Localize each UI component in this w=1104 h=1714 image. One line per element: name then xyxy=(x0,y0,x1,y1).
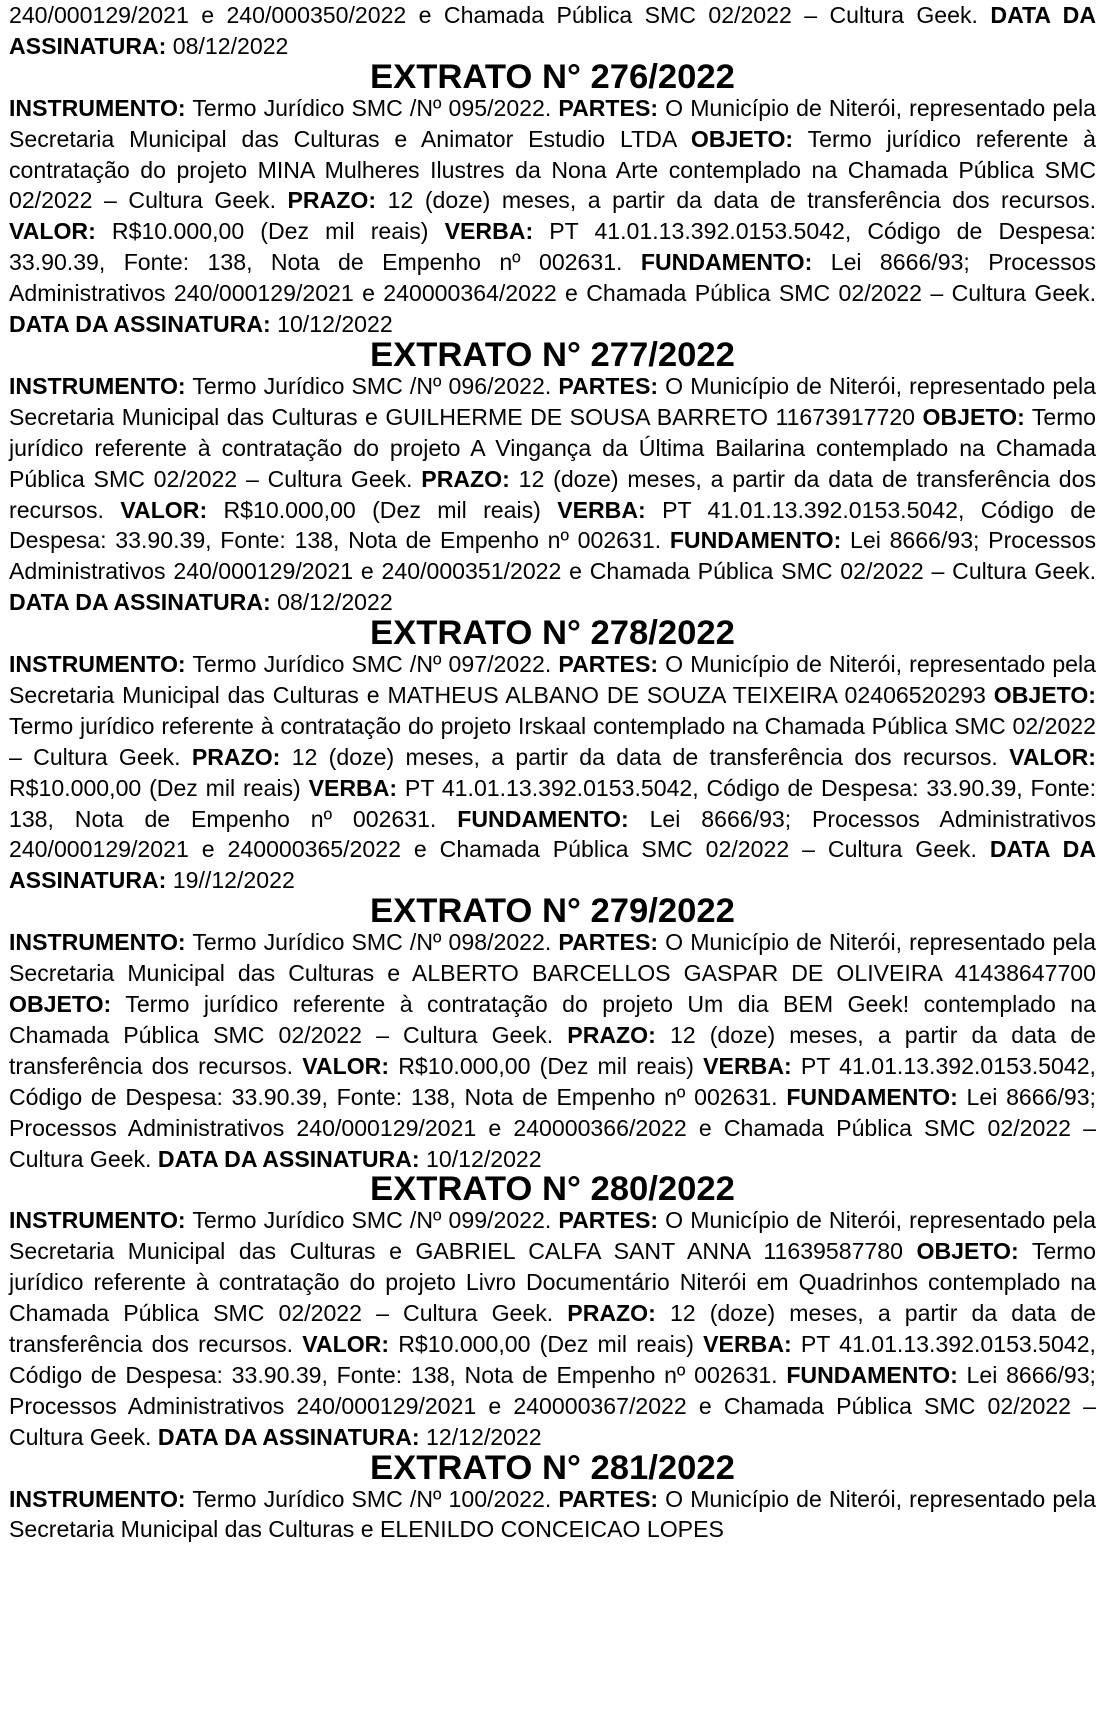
extrato-valor: R$10.000,00 (Dez mil reais) xyxy=(223,496,541,523)
label-instrumento: INSTRUMENTO: xyxy=(9,94,186,121)
label-instrumento: INSTRUMENTO: xyxy=(9,929,186,956)
extrato-prazo: 12 (doze) meses, a partir da data de transferência dos recursos. xyxy=(9,465,1096,523)
extrato-title: EXTRATO N° 281/2022 xyxy=(370,1448,735,1487)
label-verba: VERBA: xyxy=(703,1052,792,1079)
label-prazo: PRAZO: xyxy=(287,187,377,214)
extrato-data-assinatura: 08/12/2022 xyxy=(277,589,393,616)
extrato-valor: R$10.000,00 (Dez mil reais) xyxy=(9,774,301,801)
label-verba: VERBA: xyxy=(557,496,646,523)
fragment-text: 240/000129/2021 e 240/000350/2022 e Chamada Pública SMC 02/2022 – Cultura Geek. xyxy=(9,2,978,28)
extrato-data-assinatura: 12/12/2022 xyxy=(426,1423,542,1450)
label-data-assinatura: DATA DA ASSINATURA: xyxy=(9,589,271,616)
label-instrumento: INSTRUMENTO: xyxy=(9,1485,186,1512)
label-verba: VERBA: xyxy=(703,1330,792,1357)
extrato-prazo: 12 (doze) meses, a partir da data de transferência dos recursos. xyxy=(9,1021,1097,1079)
label-verba: VERBA: xyxy=(308,774,398,801)
extrato-data-assinatura: 19//12/2022 xyxy=(172,867,295,894)
label-objeto: OBJETO: xyxy=(993,681,1096,708)
label-valor: VALOR: xyxy=(120,496,208,523)
extrato-title: EXTRATO N° 279/2022 xyxy=(370,892,735,931)
label-fundamento: FUNDAMENTO: xyxy=(669,527,842,554)
label-valor: VALOR: xyxy=(302,1330,390,1357)
extrato-partes: O Município de Niterói, representado pela Secretaria Municipal das Culturas e MATHEUS ALBANO DE SOUZA TEIXEIRA 02406520293 xyxy=(9,651,1096,708)
extrato-prazo: 12 (doze) meses, a partir da data de transferência dos recursos. xyxy=(387,187,1097,214)
extrato-fundamento: Lei 8666/93; Processos Administrativos 240/000129/2021 e 240000367/2022 e Chamada Pública SMC 02/2022 – Cultura Geek. xyxy=(9,1361,1096,1450)
label-prazo: PRAZO: xyxy=(567,1300,656,1327)
extrato-fundamento: Lei 8666/93; Processos Administrativos 240/000129/2021 e 240000364/2022 e Chamada Pública SMC 02/2022 – Cultura Geek. xyxy=(9,249,1097,307)
label-fundamento: FUNDAMENTO: xyxy=(786,1361,958,1388)
label-fundamento: FUNDAMENTO: xyxy=(457,805,629,832)
extrato-valor: R$10.000,00 (Dez mil reais) xyxy=(398,1330,694,1357)
extrato-fundamento: Lei 8666/93; Processos Administrativos 240/000129/2021 e 240/000351/2022 e Chamada Pública SMC 02/2022 – Cultura Geek. xyxy=(9,527,1096,585)
extrato-verba: PT 41.01.13.392.0153.5042, Código de Despesa: 33.90.39, Fonte: 138, Nota de Empenho nº 002631. xyxy=(9,218,1097,276)
extrato-partes: O Município de Niterói, representado pela Secretaria Municipal das Culturas e GUILHERME DE SOUSA BARRETO 11673917720 xyxy=(9,372,1096,430)
extrato-instrumento: Termo Jurídico SMC /Nº 095/2022. xyxy=(192,94,552,121)
fragment-data-assinatura: 08/12/2022 xyxy=(172,32,289,59)
extrato-body xyxy=(9,1484,1096,1546)
label-prazo: PRAZO: xyxy=(567,1021,656,1048)
extrato-body xyxy=(9,93,1096,340)
extrato-data-assinatura: 10/12/2022 xyxy=(277,311,393,338)
extrato-valor: R$10.000,00 (Dez mil reais) xyxy=(111,218,429,245)
extrato-title: EXTRATO N° 276/2022 xyxy=(370,57,735,96)
label-objeto: OBJETO: xyxy=(690,125,794,152)
extrato-instrumento: Termo Jurídico SMC /Nº 097/2022. xyxy=(192,651,552,678)
label-instrumento: INSTRUMENTO: xyxy=(9,651,186,678)
extrato-verba: PT 41.01.13.392.0153.5042, Código de Despesa: 33.90.39, Fonte: 138, Nota de Empenho nº 002631. xyxy=(9,1330,1096,1388)
label-data-assinatura: DATA DA ASSINATURA: xyxy=(9,2,1097,59)
label-partes: PARTES: xyxy=(558,1485,659,1512)
extrato-objeto: Termo jurídico referente à contratação do projeto Irskaal contemplado na Chamada Pública SMC 02/2022 – Cultura Geek. xyxy=(9,712,1096,770)
label-partes: PARTES: xyxy=(558,94,659,121)
label-objeto: OBJETO: xyxy=(922,403,1025,430)
label-partes: PARTES: xyxy=(558,372,659,399)
extrato-objeto: Termo jurídico referente à contratação do projeto MINA Mulheres Ilustres da Nona Arte contemplado na Chamada Pública SMC 02/2022 – Cultura Geek. xyxy=(9,125,1096,214)
extrato-title: EXTRATO N° 278/2022 xyxy=(370,614,735,653)
label-verba: VERBA: xyxy=(444,218,534,245)
label-data-assinatura: DATA DA ASSINATURA: xyxy=(157,1145,420,1172)
extrato-verba: PT 41.01.13.392.0153.5042, Código de Despesa: 33.90.39, Fonte: 138, Nota de Empenho nº 002631. xyxy=(9,774,1096,832)
extrato-instrumento: Termo Jurídico SMC /Nº 098/2022. xyxy=(192,929,552,956)
extrato-verba: PT 41.01.13.392.0153.5042, Código de Despesa: 33.90.39, Fonte: 138, Nota de Empenho nº 002631. xyxy=(9,1052,1096,1110)
label-valor: VALOR: xyxy=(1009,743,1096,770)
extrato-partes: O Município de Niterói, representado pela Secretaria Municipal das Culturas e ELENILDO CONCEICAO LOPES xyxy=(9,1485,1096,1543)
label-prazo: PRAZO: xyxy=(421,465,510,492)
extrato-partes: O Município de Niterói, representado pela Secretaria Municipal das Culturas e Animator Estudio LTDA xyxy=(9,94,1096,152)
label-valor: VALOR: xyxy=(9,218,96,245)
label-valor: VALOR: xyxy=(302,1052,390,1079)
extrato-fundamento: Lei 8666/93; Processos Administrativos 240/000129/2021 e 240000365/2022 e Chamada Pública SMC 02/2022 – Cultura Geek. xyxy=(9,805,1097,863)
extrato-body xyxy=(9,371,1096,618)
label-data-assinatura: DATA DA ASSINATURA: xyxy=(157,1423,420,1450)
label-data-assinatura: DATA DA ASSINATURA: xyxy=(9,836,1097,894)
label-prazo: PRAZO: xyxy=(191,743,281,770)
extrato-title: EXTRATO N° 280/2022 xyxy=(370,1170,735,1209)
extrato-instrumento: Termo Jurídico SMC /Nº 100/2022. xyxy=(192,1485,552,1512)
extrato-objeto: Termo jurídico referente à contratação do projeto Um dia BEM Geek! contemplado na Chamada Pública SMC 02/2022 – Cultura Geek. xyxy=(9,991,1096,1048)
extrato-prazo: 12 (doze) meses, a partir da data de transferência dos recursos. xyxy=(9,1300,1097,1357)
label-fundamento: FUNDAMENTO: xyxy=(786,1083,958,1110)
extrato-partes: O Município de Niterói, representado pela Secretaria Municipal das Culturas e ALBERTO BARCELLOS GASPAR DE OLIVEIRA 41438647700 xyxy=(9,929,1096,987)
extrato-title: EXTRATO N° 277/2022 xyxy=(370,335,735,374)
extrato-fundamento: Lei 8666/93; Processos Administrativos 240/000129/2021 e 240000366/2022 e Chamada Pública SMC 02/2022 – Cultura Geek. xyxy=(9,1083,1096,1172)
extrato-instrumento: Termo Jurídico SMC /Nº 099/2022. xyxy=(192,1207,552,1234)
extrato-fragment xyxy=(9,0,1096,62)
label-partes: PARTES: xyxy=(558,929,659,956)
label-data-assinatura: DATA DA ASSINATURA: xyxy=(9,311,271,338)
label-objeto: OBJETO: xyxy=(916,1238,1019,1265)
extrato-prazo: 12 (doze) meses, a partir da data de transferência dos recursos. xyxy=(291,743,998,770)
extrato-instrumento: Termo Jurídico SMC /Nº 096/2022. xyxy=(192,372,552,399)
extrato-body xyxy=(9,649,1096,896)
extrato-data-assinatura: 10/12/2022 xyxy=(426,1145,542,1172)
label-partes: PARTES: xyxy=(558,651,659,678)
label-fundamento: FUNDAMENTO: xyxy=(640,249,813,276)
extrato-valor: R$10.000,00 (Dez mil reais) xyxy=(398,1052,694,1079)
extrato-body xyxy=(9,1205,1096,1452)
label-partes: PARTES: xyxy=(558,1207,659,1234)
extrato-partes: O Município de Niterói, representado pela Secretaria Municipal das Culturas e GABRIEL CALFA SANT ANNA 11639587780 xyxy=(9,1207,1096,1265)
extrato-objeto: Termo jurídico referente à contratação do projeto A Vingança da Última Bailarina contemplado na Chamada Pública SMC 02/2022 – Cultura Geek. xyxy=(9,403,1097,492)
label-objeto: OBJETO: xyxy=(9,991,112,1017)
extrato-body xyxy=(9,927,1096,1174)
label-instrumento: INSTRUMENTO: xyxy=(9,1207,186,1234)
label-instrumento: INSTRUMENTO: xyxy=(9,372,186,399)
extrato-objeto: Termo jurídico referente à contratação do projeto Livro Documentário Niterói em Quadrinhos contemplado na Chamada Pública SMC 02/2022 – Cultura Geek. xyxy=(9,1238,1096,1327)
extrato-verba: PT 41.01.13.392.0153.5042, Código de Despesa: 33.90.39, Fonte: 138, Nota de Empenho nº 002631. xyxy=(9,496,1096,554)
